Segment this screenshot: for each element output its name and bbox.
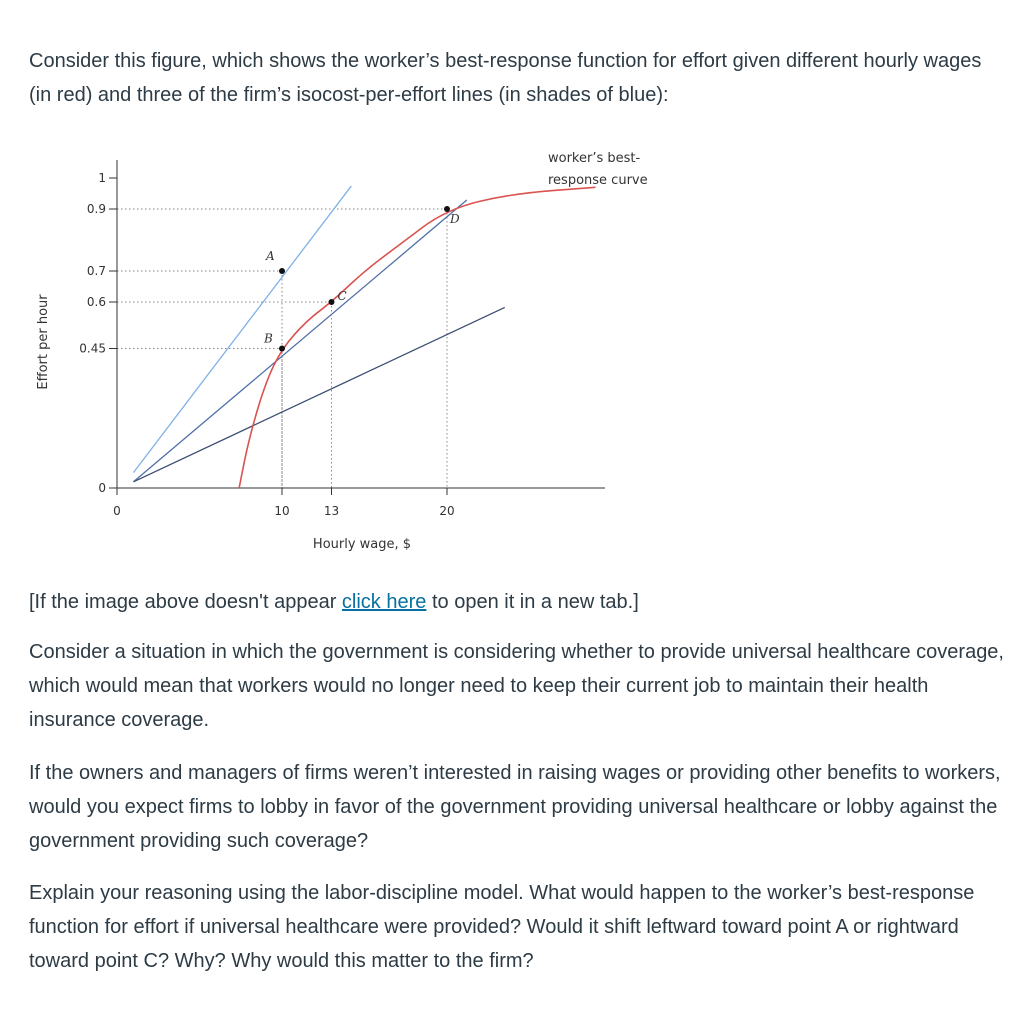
y-axis-label: Effort per hour bbox=[36, 294, 51, 390]
x-tick-label-3: 20 bbox=[439, 504, 455, 518]
x-tick-label-1: 10 bbox=[274, 504, 290, 518]
question-paragraph-1: Consider a situation in which the government is considering whether to provide universal healthcare coverage, which would mean that workers would no longer need to keep their current job to maintain their health insurance coverage. bbox=[29, 641, 1004, 731]
x-tick-label-0: 0 bbox=[113, 504, 121, 518]
y-tick-label-4: 0.45 bbox=[79, 341, 106, 356]
image-note bbox=[29, 585, 1004, 619]
isocost-line-light bbox=[134, 186, 352, 472]
question-paragraph-2: If the owners and managers of firms weren’t interested in raising wages or providing other benefits to workers, would you expect firms to lobby in favor of the government providing universal healthcare or lobby against the government providing such coverage? bbox=[29, 762, 1001, 852]
note-after: to open it in a new tab.] bbox=[426, 591, 639, 613]
point-label-c: C bbox=[337, 289, 347, 303]
figure-chart bbox=[0, 130, 700, 570]
curve-label-line2: response curve bbox=[548, 173, 648, 188]
x-tick-label-2: 13 bbox=[323, 504, 340, 518]
intro-paragraph: Consider this figure, which shows the worker’s best-response function for effort given different hourly wages (in red) and three of the firm’s isocost-per-effort lines (in shades of blue): bbox=[29, 50, 982, 106]
x-axis-label: Hourly wage, $ bbox=[312, 537, 412, 552]
y-tick-label-5: 0 bbox=[98, 481, 106, 495]
point-label-d: D bbox=[450, 212, 460, 226]
point-label-b: B bbox=[264, 331, 273, 346]
point-c bbox=[329, 299, 335, 305]
curve-label-line1: worker’s best- bbox=[548, 151, 641, 166]
y-tick-label-1: 0.9 bbox=[86, 202, 106, 216]
note-before: [If the image above doesn't appear bbox=[29, 591, 342, 613]
point-label-a: A bbox=[266, 249, 275, 263]
y-tick-label-2: 0.7 bbox=[86, 264, 106, 278]
isocost-line-dark bbox=[134, 307, 505, 481]
y-tick-label-3: 0.6 bbox=[86, 295, 106, 309]
point-a bbox=[279, 268, 285, 274]
best-response-curve bbox=[239, 187, 595, 488]
isocost-line-mid bbox=[134, 200, 467, 482]
y-tick-label-0: 1 bbox=[98, 171, 106, 185]
point-b bbox=[279, 346, 285, 352]
open-image-link[interactable]: click here bbox=[341, 591, 427, 613]
question-paragraph-3: Explain your reasoning using the labor-discipline model. What would happen to the worker’s best-response function for effort if universal healthcare were provided? Would it shift leftward toward point A or rightward toward point C? Why? Why would this matter to the firm? bbox=[29, 882, 975, 972]
